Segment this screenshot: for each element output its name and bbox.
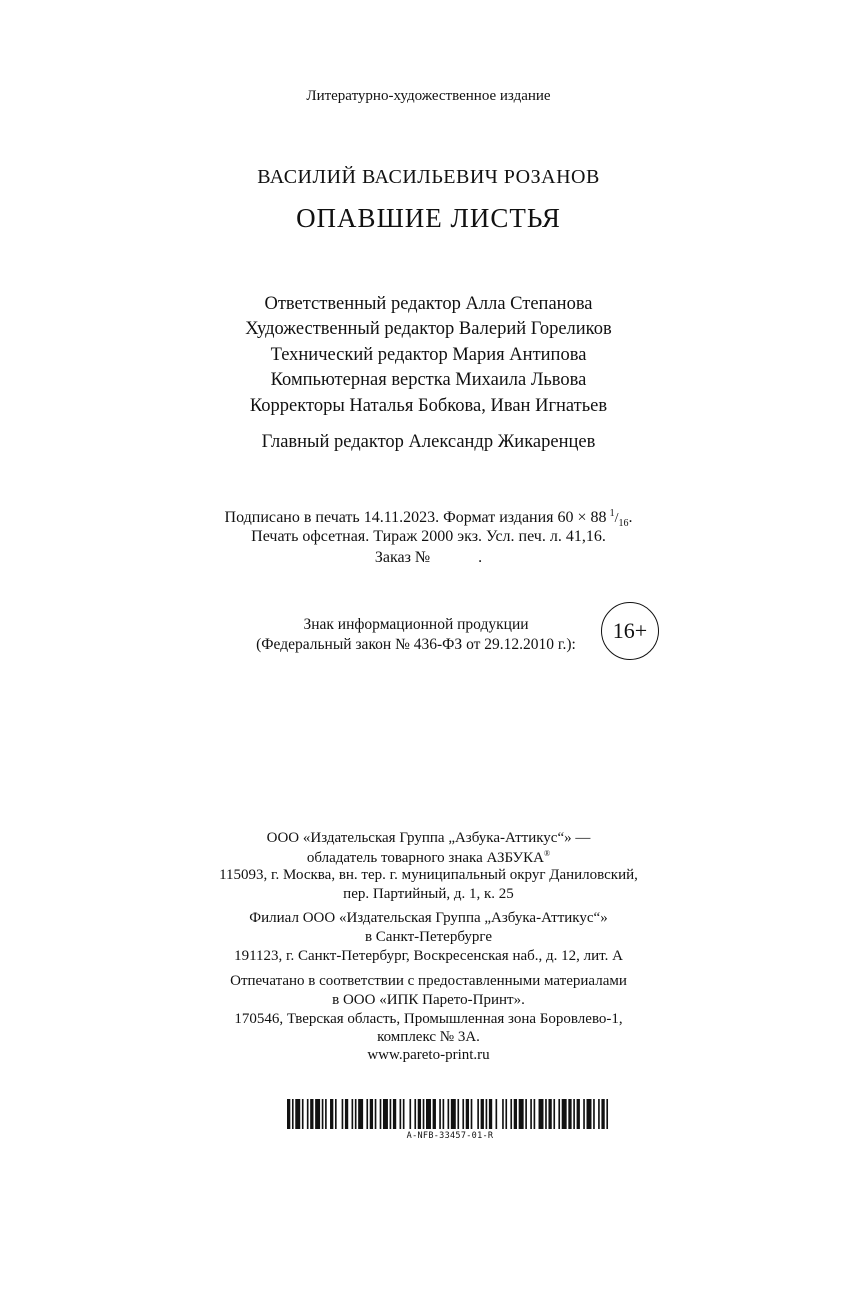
barcode-bar: [409, 1099, 411, 1129]
barcode-bar: [370, 1099, 373, 1129]
barcode-bar: [606, 1099, 608, 1129]
barcode-bar: [587, 1099, 592, 1129]
chief-editor-credit: Главный редактор Александр Жикаренцев: [261, 432, 596, 452]
printer-website: www.pareto-print.ru: [367, 1047, 490, 1063]
barcode-bar: [400, 1099, 402, 1129]
format-slash: /: [614, 511, 619, 526]
barcode-bar: [302, 1099, 304, 1129]
barcode-bar: [530, 1099, 532, 1129]
barcode-bar: [315, 1099, 320, 1129]
barcode-bar: [583, 1099, 585, 1129]
publisher-address: пер. Партийный, д. 1, к. 25: [343, 886, 514, 902]
barcode-bar: [457, 1099, 459, 1129]
barcode-bar: [358, 1099, 363, 1129]
barcode-bar: [375, 1099, 377, 1129]
barcode-bar: [481, 1099, 484, 1129]
staff-credit: Компьютерная верстка Михаила Львова: [270, 370, 587, 390]
barcode-bar: [307, 1099, 309, 1129]
barcode-bar: [548, 1099, 551, 1129]
barcode-bar: [322, 1099, 324, 1129]
barcode-bar: [477, 1099, 479, 1129]
registered-mark: ®: [544, 849, 551, 858]
barcode-bar: [403, 1099, 405, 1129]
barcode-bar: [325, 1099, 327, 1129]
barcode-bar: [496, 1099, 498, 1129]
barcode-bar: [601, 1099, 604, 1129]
barcode-bar: [287, 1099, 290, 1129]
branch-line: в Санкт-Петербурге: [364, 929, 493, 945]
staff-credit: Художественный редактор Валерий Гореликов: [245, 319, 612, 339]
format-denominator: 16: [618, 518, 629, 529]
barcode-bar: [505, 1099, 507, 1129]
info-product-sign: [240, 615, 592, 655]
barcode-bar: [423, 1099, 425, 1129]
barcode-bar: [519, 1099, 524, 1129]
barcode-bar: [558, 1099, 560, 1129]
format-end: .: [628, 509, 633, 526]
barcode-text: A-NFB-33457-01-R: [406, 1131, 494, 1141]
order-label: Заказ №: [374, 549, 431, 566]
barcode-bar: [366, 1099, 368, 1129]
barcode-bar: [486, 1099, 488, 1129]
barcode-bar: [568, 1099, 571, 1129]
publisher-line: ООО «Издательская Группа „Азбука-Аттикус“» —: [266, 830, 591, 846]
book-title: ОПАВШИЕ ЛИСТЬЯ: [296, 203, 561, 233]
barcode-bar: [380, 1099, 382, 1129]
genre-label: Литературно-художественное издание: [306, 88, 551, 104]
printer-line: в ООО «ИПК Парето-Принт».: [332, 992, 525, 1008]
author-name: ВАСИЛИЙ ВАСИЛЬЕВИЧ РОЗАНОВ: [257, 166, 600, 188]
barcode-bar: [466, 1099, 469, 1129]
publisher-address: 115093, г. Москва, вн. тер. г. муниципальный округ Даниловский,: [219, 867, 638, 883]
barcode-bar: [573, 1099, 575, 1129]
barcode-bar: [539, 1099, 544, 1129]
format-numerator: 1: [609, 508, 615, 519]
info-sign-law: (Федеральный закон № 436-ФЗ от 29.12.2010 г.):: [256, 636, 576, 653]
barcode-bar: [335, 1099, 337, 1129]
info-sign-title: Знак информационной продукции: [303, 616, 529, 633]
barcode-bar: [502, 1099, 504, 1129]
order-number: [0, 549, 857, 567]
order-end: .: [478, 549, 483, 566]
branch-line: Филиал ООО «Издательская Группа „Азбука-Аттикус“»: [249, 910, 608, 926]
barcode-bar: [545, 1099, 547, 1129]
barcode-bar: [414, 1099, 416, 1129]
barcode-bar: [342, 1099, 344, 1129]
staff-credit: Технический редактор Мария Антипова: [270, 345, 587, 365]
barcode-bar: [433, 1099, 436, 1129]
barcode-bar: [534, 1099, 536, 1129]
branch-address: 191123, г. Санкт-Петербург, Воскресенская наб., д. 12, лит. А: [234, 948, 623, 964]
print-signed-format: [0, 508, 857, 529]
barcode-bar: [295, 1099, 300, 1129]
barcode-bar: [462, 1099, 464, 1129]
barcode-bar: [562, 1099, 567, 1129]
barcode-bar: [553, 1099, 555, 1129]
barcode-bar: [345, 1099, 348, 1129]
barcode-bar: [330, 1099, 333, 1129]
barcode-bar: [489, 1099, 492, 1129]
print-run-info: Печать офсетная. Тираж 2000 экз. Усл. печ. л. 41,16.: [251, 528, 606, 545]
barcode-bar: [418, 1099, 421, 1129]
barcode-bar: [310, 1099, 313, 1129]
barcode-bar: [525, 1099, 527, 1129]
printer-line: Отпечатано в соответствии с предоставленными материалами: [230, 973, 627, 989]
barcode-bar: [593, 1099, 595, 1129]
publisher-line: [0, 849, 857, 867]
barcode-bar: [510, 1099, 512, 1129]
barcode-bar: [577, 1099, 580, 1129]
barcode-bar: [439, 1099, 441, 1129]
barcode-bar: [514, 1099, 517, 1129]
barcode-bar: [448, 1099, 450, 1129]
barcode: [287, 1099, 613, 1129]
staff-credit: Ответственный редактор Алла Степанова: [264, 294, 593, 314]
age-rating-badge: 16+: [601, 602, 659, 660]
barcode-bar: [393, 1099, 396, 1129]
barcode-bar: [355, 1099, 357, 1129]
barcode-bar: [426, 1099, 431, 1129]
trademark-text: обладатель товарного знака АЗБУКА: [306, 850, 545, 866]
barcode-bar: [292, 1099, 294, 1129]
barcode-bar: [443, 1099, 445, 1129]
staff-credit: Корректоры Наталья Бобкова, Иван Игнатьев: [249, 396, 608, 416]
barcode-bar: [471, 1099, 473, 1129]
printer-address: 170546, Тверская область, Промышленная зона Боровлево-1,: [234, 1011, 623, 1027]
barcode-bar: [352, 1099, 354, 1129]
printer-address: комплекс № 3А.: [377, 1029, 480, 1045]
barcode-bar: [390, 1099, 392, 1129]
barcode-bar: [451, 1099, 456, 1129]
barcode-bar: [598, 1099, 600, 1129]
print-signed-text: Подписано в печать 14.11.2023. Формат издания 60 × 88: [224, 509, 607, 526]
barcode-bar: [383, 1099, 388, 1129]
